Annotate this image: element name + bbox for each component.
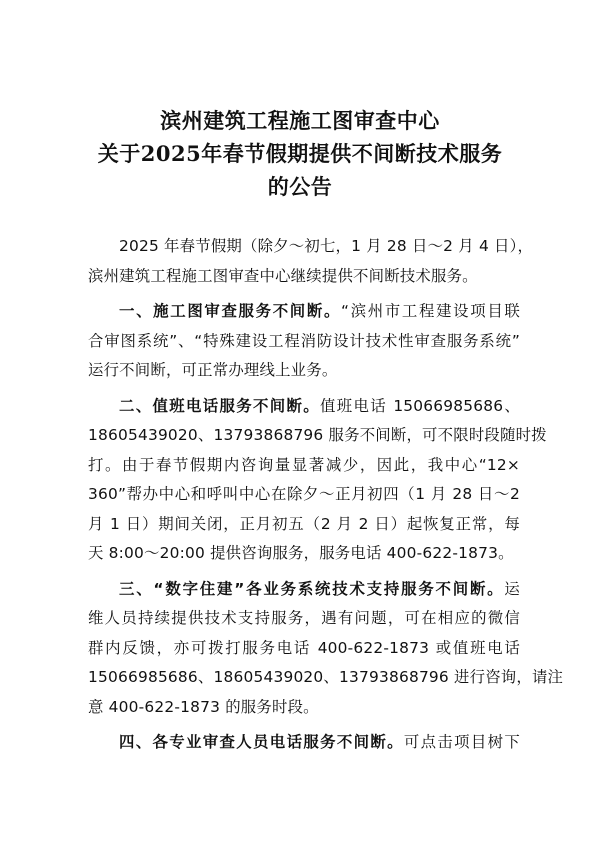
paragraph-line: 维人员持续提供技术支持服务，遇有问题，可在相应的微信 (88, 609, 520, 627)
section-heading: 四、各专业审查人员电话服务不间断。 (119, 733, 404, 751)
paragraph-line: 15066985686、18605439020、13793868796 进行咨询，请注 (88, 668, 564, 686)
section-heading: 一、施工图审查服务不间断。 (119, 302, 342, 320)
document-title (0, 104, 600, 203)
paragraph-line: 运行不间断，可正常办理线上业务。 (88, 361, 338, 379)
paragraph-line (88, 575, 520, 605)
paragraph-text: 值班电话 15066985686、 (320, 396, 520, 415)
paragraph-line (88, 392, 520, 422)
paragraph-line: 合审图系统”、“特殊建设工程消防设计技术性审查服务系统” (88, 331, 520, 350)
paragraph-tech-support (88, 575, 564, 723)
paragraph-text: “滨州市工程建设项目联 (341, 302, 520, 320)
paragraph-reviewer-phone (88, 728, 520, 758)
paragraph-line: 天 8:00～20:00 提供咨询服务，服务电话 400-622-1873。 (88, 544, 514, 562)
paragraph-line: 18605439020、13793868796 服务不间断，可不限时段随时拨 (88, 426, 547, 444)
section-heading: 三、“数字住建”各业务系统技术支持服务不间断。 (119, 579, 505, 598)
paragraph-line: 打。由于春节假期内咨询量显著减少，因此，我中心“12× (88, 455, 520, 474)
document-body (88, 232, 564, 764)
paragraph-line: 滨州建筑工程施工图审查中心继续提供不间断技术服务。 (88, 266, 478, 285)
paragraph-intro (88, 232, 534, 291)
paragraph-hotline-service (88, 392, 547, 569)
paragraph-text: 可点击项目树下 (403, 733, 520, 751)
paragraph-text: 运 (504, 579, 520, 598)
title-line-1: 滨州建筑工程施工图审查中心 (160, 108, 440, 133)
section-heading: 二、值班电话服务不间断。 (119, 396, 321, 415)
paragraph-line (88, 297, 520, 327)
paragraph-line: 360”帮办中心和呼叫中心在除夕～正月初四（1 月 28 日～2 (88, 485, 520, 503)
paragraph-line: 意 400-622-1873 的服务时段。 (88, 697, 319, 716)
paragraph-line (88, 728, 520, 758)
paragraph-line: 2025 年春节假期（除夕～初七，1 月 28 日～2 月 4 日）， (119, 237, 534, 255)
paragraph-review-service (88, 297, 520, 386)
title-line-3: 的公告 (267, 174, 333, 199)
paragraph-line: 月 1 日）期间关闭，正月初五（2 月 2 日）起恢复正常，每 (88, 514, 520, 533)
title-line-2: 关于2025年春节假期提供不间断技术服务 (97, 141, 503, 166)
paragraph-line: 群内反馈，亦可拨打服务电话 400-622-1873 或值班电话 (88, 638, 520, 657)
